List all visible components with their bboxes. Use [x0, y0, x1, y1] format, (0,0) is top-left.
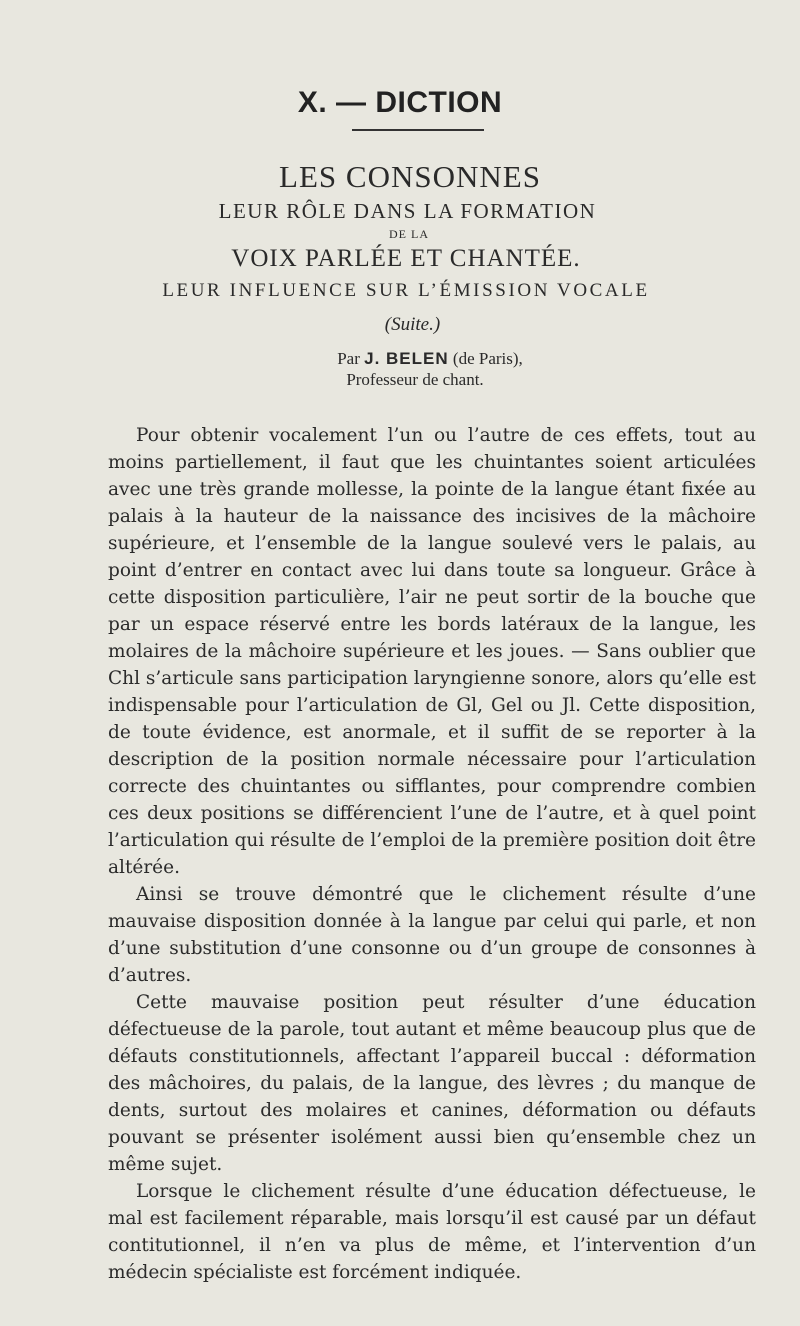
heading-rule: [352, 129, 484, 131]
byline-role: Professeur de chant.: [346, 370, 484, 389]
section-number: X.: [297, 86, 328, 119]
byline: [0, 348, 800, 390]
paragraph: Ainsi se trouve démontré que le clichement résulte d’une mauvaise disposition donnée à la langue par celui qui parle, et non d’une substitution d’une consonne ou d’un groupe de consonnes à d’autres.: [108, 884, 756, 986]
paragraph: Cette mauvaise position peut résulter d’une éducation défectueuse de la parole, tout autant et même beaucoup plus que de défauts constitutionnels, affectant l’appareil buccal : déformation des mâchoires, du palais, de la langue, des lèvres ; du manque de dents, surtout des molaires et canines, déformation ou défauts pouvant se présenter isolément aussi bien qu’ensemble chez un même sujet.: [108, 992, 756, 1175]
byline-author: J. BELEN: [364, 349, 449, 368]
title-line-4: VOIX PARLÉE ET CHANTÉE.: [231, 245, 581, 272]
section-title: DICTION: [375, 86, 503, 119]
section-dash: —: [336, 86, 367, 119]
byline-location: (de Paris),: [452, 349, 523, 368]
section-heading: [0, 86, 800, 120]
paragraph: Pour obtenir vocalement l’un ou l’autre de ces effets, tout au moins partiellement, il faut que les chuintantes soient articulées avec une très grande mollesse, la pointe de la langue étant fixée au palais à la hauteur de la naissance des incisives de la mâchoire supérieure, et l’ensemble de la langue soulevé vers le palais, au point d’entrer en contact avec lui dans toute sa longueur. Grâce à cette disposition particulière, l’air ne peut sortir de la bouche que par un espace réservé entre les bords latéraux de la langue, les molaires de la mâchoire supérieure et les joues. — Sans oublier que Chl s’articule sans participation laryngienne sonore, alors qu’elle est indispensable pour l’articulation de Gl, Gel ou Jl. Cette disposition, de toute évidence, est anormale, et il suffit de se reporter à la description de la position normale nécessaire pour l’articulation correcte des chuintantes ou sifflantes, pour comprendre combien ces deux positions se différencient l’une de l’autre, et à quel point l’articulation qui résulte de l’emploi de la première position doit être altérée.: [108, 425, 756, 878]
title-line-5: LEUR INFLUENCE SUR L’ÉMISSION VOCALE: [162, 280, 650, 301]
article-title-block: [0, 158, 800, 344]
byline-prefix: Par: [337, 349, 360, 368]
title-line-1: LES CONSONNES: [279, 159, 541, 194]
title-line-3: DE LA: [389, 227, 429, 241]
title-suite: (Suite.): [384, 314, 441, 335]
title-line-2: LEUR RÔLE DANS LA FORMATION: [218, 199, 597, 223]
article-body: [108, 422, 756, 1286]
paragraph: Lorsque le clichement résulte d’une éducation défectueuse, le mal est facilement réparable, mais lorsqu’il est causé par un défaut contitutionnel, il n’en va plus de même, et l’intervention d’un médecin spécialiste est forcément indiquée.: [108, 1181, 756, 1283]
